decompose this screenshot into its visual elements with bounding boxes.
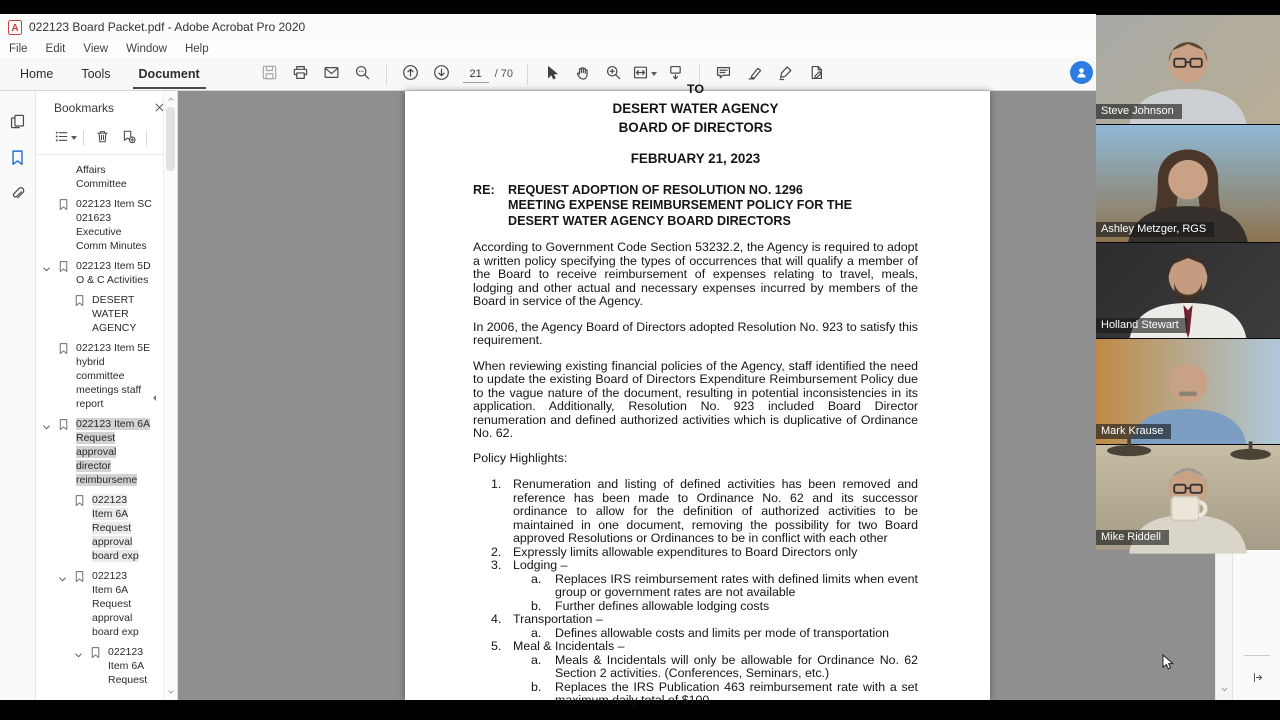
scroll-down-arrow[interactable]: [1216, 682, 1233, 696]
participant-name-label: Ashley Metzger, RGS: [1096, 222, 1214, 237]
bookmark-label: 022123 Item 6A Request approval board exp: [92, 570, 139, 638]
bookmark-item[interactable]: [36, 569, 177, 639]
participant-name-label: Steve Johnson: [1096, 104, 1182, 119]
list-text: Expressly limits allowable expenditures to Board Directors only: [513, 544, 858, 559]
bookmark-icon: [89, 645, 108, 664]
clipped-line: TO: [687, 82, 704, 96]
doc-list-item: [473, 546, 918, 560]
menu-item[interactable]: Window: [126, 43, 167, 55]
list-marker: a.: [531, 652, 542, 667]
bookmarks-panel-title: Bookmarks: [54, 101, 115, 115]
bookmark-icon: [57, 259, 76, 278]
next-page-button[interactable]: [426, 61, 457, 87]
svg-text:A: A: [11, 22, 19, 34]
participant-name-label: Holland Stewart: [1096, 318, 1187, 333]
toolbar-icons: [254, 61, 832, 87]
doc-list-item: [473, 573, 918, 600]
fill-and-sign-button[interactable]: [770, 61, 801, 87]
acrobat-window: [0, 14, 1280, 707]
bookmark-label: 022123 Item 6A Request approval board exp: [92, 494, 139, 562]
bookmark-label: 022123 Item 5E hybrid committee meetings staff report: [76, 342, 151, 410]
list-text: Replaces IRS reimbursement rates with defined limits when event group or government rates are not available: [555, 571, 918, 599]
video-tile[interactable]: [1096, 124, 1280, 242]
bookmark-item[interactable]: [36, 417, 177, 487]
doc-list-item: [473, 681, 918, 708]
navigation-rail: [0, 91, 36, 700]
participant-name-label: Mike Riddell: [1096, 530, 1169, 545]
doc-paragraph: According to Government Code Section 53232.2, the Agency is required to adopt a written policy specifying the types of occurrences that will qualify a member of the Board to receive reimbursement of expenses relating to travel, meals, lodging and other actual and necessary expenses incurred by members of the Board in service of the Agency.: [473, 240, 918, 308]
list-text: Defines allowable costs and limits per mode of transportation: [555, 625, 890, 640]
bookmark-options-button[interactable]: [52, 128, 78, 148]
select-tool-button[interactable]: [536, 61, 567, 87]
previous-page-button[interactable]: [395, 61, 426, 87]
chevron-down-icon: [71, 136, 77, 140]
bookmark-icon: [57, 417, 76, 436]
list-text: Renumeration and listing of defined activities has been removed and reference has been made to Ordinance No. 62 and its successor ordinance to allow for the definition of authorized activities to be maintained in one document, removing the possibility for two Board approved Resolutions or Ordinances to be in conflict with each other: [513, 477, 918, 545]
bookmark-label: 022123 Item 6A Request approval director reimburseme: [76, 418, 151, 486]
doc-list-item: [473, 654, 918, 681]
participant-name-label: Mark Krause: [1096, 424, 1171, 439]
list-text: Further defines allowable lodging costs: [555, 598, 770, 613]
page-indicator: [463, 65, 513, 83]
video-tile[interactable]: [1096, 14, 1280, 124]
video-conference-strip: [1096, 14, 1280, 545]
menu-item[interactable]: Edit: [45, 43, 66, 55]
save-button[interactable]: [254, 61, 285, 87]
print-button[interactable]: [285, 61, 316, 87]
panel-collapse-handle[interactable]: [151, 391, 161, 405]
list-text: Replaces the IRS Publication 463 reimbursement rate with a set maximum daily total of $100: [555, 679, 918, 707]
re-line: DESERT WATER AGENCY BOARD DIRECTORS: [508, 213, 791, 228]
list-marker: 4.: [491, 612, 502, 626]
menu-item[interactable]: Help: [184, 43, 209, 55]
toolbar-divider: [527, 64, 528, 85]
menu-item[interactable]: View: [83, 43, 109, 55]
bookmark-label: 022123 Item SC 021623 Executive Comm Minutes: [76, 198, 152, 252]
bookmark-icon: [73, 293, 92, 312]
doc-date: FEBRUARY 21, 2023: [630, 151, 761, 166]
list-text: Transportation –: [513, 612, 603, 626]
bookmark-item[interactable]: [36, 493, 177, 563]
doc-list-item: [473, 640, 918, 654]
list-marker: 3.: [491, 558, 502, 572]
highlight-text-button[interactable]: [739, 61, 770, 87]
doc-heading: [473, 99, 918, 137]
list-text: Meal & Incidentals –: [513, 639, 625, 653]
doc-heading-line: BOARD OF DIRECTORS: [618, 120, 773, 135]
page-total-label: / 70: [494, 67, 514, 80]
re-label: RE:: [473, 182, 495, 197]
doc-list-item: [473, 559, 918, 573]
video-tile[interactable]: [1096, 242, 1280, 338]
tab-home[interactable]: Home: [20, 67, 54, 81]
scroll-down-arrow[interactable]: [164, 686, 177, 698]
search-button[interactable]: [347, 61, 378, 87]
bookmark-item[interactable]: [36, 293, 177, 335]
menu-item[interactable]: File: [9, 43, 28, 55]
scrollbar-thumb[interactable]: [166, 107, 175, 171]
toolbar-divider: [386, 64, 387, 85]
re-lines: [508, 183, 852, 230]
bookmarks-panel-button[interactable]: [3, 139, 33, 175]
bookmark-label: DESERT WATER AGENCY: [92, 294, 137, 334]
chevron-down-icon[interactable]: [58, 569, 73, 589]
chevron-down-icon: [651, 72, 657, 76]
doc-paragraph: In 2006, the Agency Board of Directors adopted Resolution No. 923 to satisfy this requirement.: [473, 319, 918, 347]
pdf-page: [405, 82, 990, 707]
bookmark-icon: [57, 341, 76, 360]
hand-tool-button[interactable]: [567, 61, 598, 87]
list-marker: 2.: [491, 544, 502, 559]
comment-button[interactable]: [708, 61, 739, 87]
bookmark-label: 022123 Item 6A Request: [108, 646, 148, 686]
doc-list-item: [473, 613, 918, 627]
delete-bookmark-button[interactable]: [89, 128, 115, 148]
re-line: MEETING EXPENSE REIMBURSEMENT POLICY FOR THE: [508, 198, 853, 212]
add-bookmark-button[interactable]: [115, 128, 141, 148]
request-signatures-button[interactable]: [801, 61, 832, 87]
bookmark-icon: [73, 569, 92, 588]
bookmark-label: Affairs Committee: [76, 164, 127, 190]
page-display-button[interactable]: [629, 61, 660, 87]
list-marker: b.: [531, 598, 542, 613]
panel-divider: [1244, 655, 1270, 656]
bookmark-icon: [57, 197, 76, 216]
list-text: Meals & Incidentals will only be allowable for Ordinance No. 62 Section 2 activities. (Conferences, Seminars, etc.): [555, 652, 918, 680]
bookmark-label: 022123 Item 5D O & C Activities: [76, 260, 151, 286]
bookmarks-panel: [36, 91, 178, 700]
list-marker: 1.: [491, 477, 502, 491]
bookmarks-list: [36, 155, 177, 686]
expand-tools-panel-icon[interactable]: [1248, 668, 1268, 686]
account-share-button[interactable]: [1070, 61, 1093, 84]
doc-list-item: [473, 600, 918, 614]
re-line: REQUEST ADOPTION OF RESOLUTION NO. 1296: [508, 182, 803, 197]
chevron-down-icon[interactable]: [42, 259, 57, 279]
email-button[interactable]: [316, 61, 347, 87]
tab-document[interactable]: Document: [125, 58, 214, 90]
page-number-input[interactable]: [463, 65, 489, 83]
tab-tools[interactable]: Tools: [81, 67, 111, 81]
page-thumbnails-panel-button[interactable]: [3, 103, 33, 139]
doc-list-item: [473, 478, 918, 546]
bookmark-icon: [73, 493, 92, 512]
doc-paragraphs: [473, 241, 918, 441]
bookmark-item[interactable]: [36, 197, 177, 253]
menu-bar: [0, 40, 1280, 58]
doc-list-item: [473, 627, 918, 641]
toolbar: [0, 58, 1280, 91]
policy-highlights-label: Policy Highlights:: [473, 450, 568, 465]
bookmarks-scrollbar[interactable]: [163, 91, 177, 700]
bookmark-item[interactable]: [36, 259, 177, 287]
window-title: 022123 Board Packet.pdf - Adobe Acrobat Pro 2020: [29, 20, 306, 34]
video-tile[interactable]: [1096, 338, 1280, 444]
attachments-panel-button[interactable]: [3, 175, 33, 211]
chevron-down-icon[interactable]: [42, 417, 57, 437]
toolbar-tabs: [6, 58, 214, 90]
zoom-in-button[interactable]: [598, 61, 629, 87]
mouse-cursor: [1162, 654, 1176, 677]
list-marker: a.: [531, 625, 542, 640]
doc-paragraph: When reviewing existing financial policies of the Agency, staff identified the need to update the existing Board of Directors Expenditure Reimbursement Policy due to the vague nature of the document, resulting in potential inconsistencies in its application. Additionally, Resolution No. 923 included Board Director renumeration and defined authorized activities which is duplicative of Ordinance No. 62.: [473, 358, 918, 440]
chevron-down-icon[interactable]: [74, 645, 89, 665]
acrobat-pdf-icon: [8, 20, 22, 35]
doc-list: [473, 478, 918, 708]
video-tile[interactable]: [1096, 444, 1280, 550]
list-text: Lodging –: [513, 558, 568, 572]
actions-divider: [83, 130, 84, 146]
title-bar: [0, 14, 1280, 40]
list-marker: b.: [531, 679, 542, 694]
list-marker: a.: [531, 571, 542, 586]
main-area: [0, 82, 1280, 707]
scroll-up-arrow[interactable]: [164, 93, 177, 105]
bookmark-item[interactable]: [36, 645, 177, 687]
doc-re-block: [473, 183, 918, 230]
bookmarks-actions: [36, 120, 177, 155]
doc-heading-line: DESERT WATER AGENCY: [612, 101, 779, 116]
actions-divider: [146, 130, 147, 146]
bookmark-item[interactable]: [36, 163, 177, 191]
list-marker: 5.: [491, 639, 502, 653]
